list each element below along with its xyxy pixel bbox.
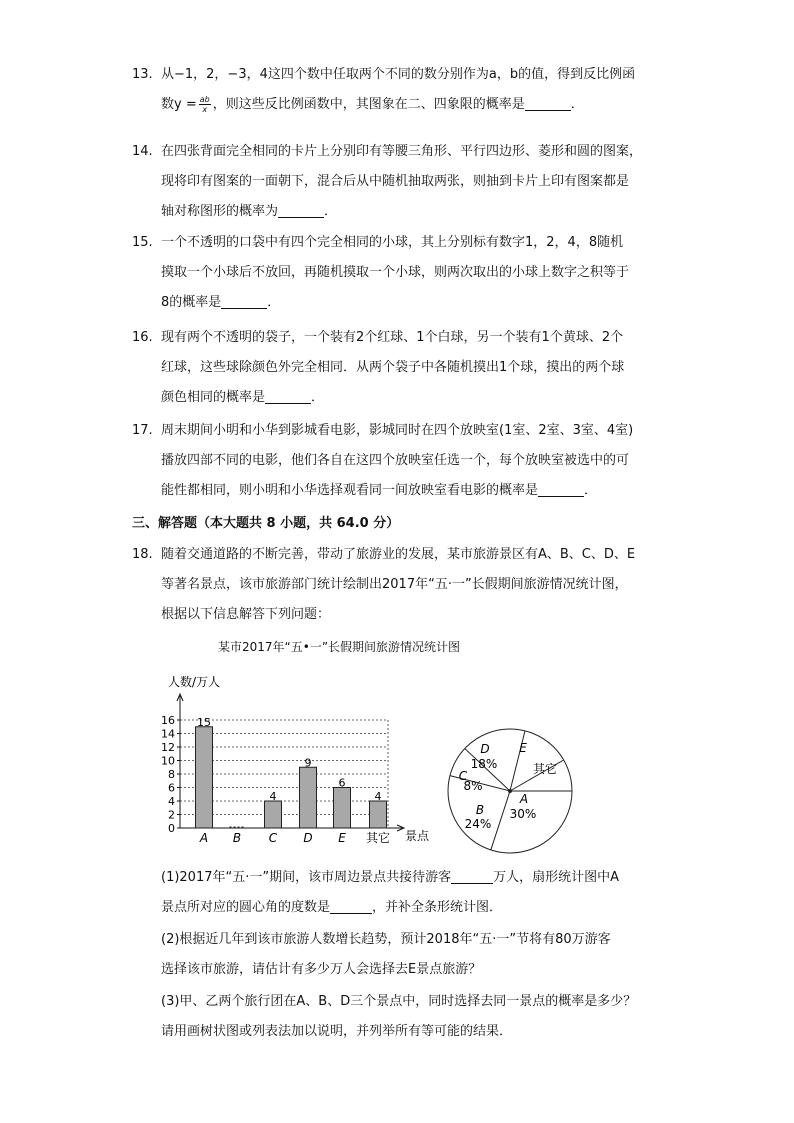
question-number: 16. [132, 330, 153, 345]
question-text: 8的概率是 [161, 295, 222, 310]
x-tick-label: E [338, 831, 346, 845]
question-14 [132, 137, 672, 227]
formula-prefix: 数y = [161, 97, 197, 112]
bar-其它 [370, 801, 387, 828]
sub-question-line [161, 893, 681, 923]
bar-value-label: 15 [197, 715, 211, 729]
question-text-line: 现有两个不透明的袋子，一个装有2个红球、1个白球，另一个装有1个黄球、2个 [161, 330, 624, 345]
y-tick-label: 0 [168, 822, 175, 835]
answer-blank[interactable] [451, 869, 493, 884]
question-text-line: 摸取一个小球后不放回，再随机摸取一个小球，则两次取出的小球上数字之积等于 [161, 265, 630, 280]
fraction-numerator: ab [199, 95, 210, 104]
sub-question-line: 请用画树状图或列表法加以说明，并列举所有等可能的结果． [161, 1024, 513, 1039]
bar-chart [150, 668, 440, 858]
question-number: 13. [132, 67, 153, 82]
question-16 [132, 323, 672, 413]
sub-question-text: ，并补全条形统计图． [372, 900, 503, 915]
question-text-line: 周末期间小明和小华到影城看电影，影城同时在四个放映室(1室、2室、3室、4室) [161, 423, 634, 438]
fraction-denominator: x [202, 105, 208, 114]
sub-question-2 [161, 925, 681, 985]
question-end: ． [584, 483, 598, 498]
question-text-line: 现将印有图案的一面朝下，混合后从中随机抽取两张，则抽到卡片上印有图案都是 [161, 174, 630, 189]
question-text-line: 等著名景点，该市旅游部门统计绘制出2017年“五·一”长假期间旅游情况统计图， [161, 577, 628, 592]
answer-blank[interactable] [330, 899, 372, 914]
answer-blank[interactable] [525, 96, 571, 111]
answer-blank[interactable] [265, 389, 311, 404]
sub-question-3 [161, 987, 681, 1047]
pie-slice-label-E: E [519, 741, 527, 755]
bar-value-label: 9 [304, 756, 312, 770]
x-tick-label: B [232, 831, 242, 845]
bar-D [300, 767, 317, 828]
question-number: 15. [132, 235, 153, 250]
bar-value-label: 6 [338, 776, 346, 790]
bar-C [265, 801, 282, 828]
section-header: 三、解答题（本大题共 8 小题，共 64.0 分） [132, 516, 400, 531]
pie-slice-label-C: C [458, 769, 468, 783]
sub-question-line: 选择该市旅游，请估计有多少万人会选择去E景点旅游？ [161, 962, 482, 977]
pie-chart [445, 728, 575, 858]
question-number: 18. [132, 547, 153, 562]
pie-slice-label-D: D [480, 742, 490, 756]
pie-slice-label-其它: 其它 [532, 762, 558, 776]
question-text-line: 播放四部不同的电影，他们各自在这四个放映室任选一个，每个放映室被选中的可 [161, 453, 630, 468]
question-text-line: 随着交通道路的不断完善，带动了旅游业的发展，某市旅游景区有A、B、C、D、E [161, 547, 636, 562]
sub-question-line [161, 863, 681, 893]
x-tick-label: C [268, 831, 278, 845]
question-18 [132, 540, 672, 630]
pie-center [508, 789, 512, 793]
sub-question-line: (3)甲、乙两个旅行团在A、B、D三个景点中，同时选择去同一景点的概率是多少？ [161, 994, 637, 1009]
chart-title: 某市2017年“五•一”长假期间旅游情况统计图 [218, 640, 461, 654]
question-text-line: 从−1，2，−3，4这四个数中任取两个不同的数分别作为a，b的值，得到反比例函 [161, 67, 636, 82]
question-text: 轴对称图形的概率为 [161, 204, 279, 219]
question-text-line: 在四张背面完全相同的卡片上分别印有等腰三角形、平行四边形、菱形和圆的图案， [161, 144, 643, 159]
y-tick-label: 14 [161, 727, 175, 741]
question-text: ，则这些反比例函数中，其图象在二、四象限的概率是 [212, 97, 525, 112]
question-text-line [161, 288, 672, 318]
question-13 [132, 60, 672, 120]
sub-question-text: 景点所对应的圆心角的度数是 [161, 900, 331, 915]
y-tick-label: 6 [168, 781, 175, 795]
y-tick-label: 12 [161, 741, 175, 754]
x-tick-label: D [303, 831, 313, 845]
sub-question-text: (1)2017年“五·一”期间，该市周边景点共接待游客 [161, 870, 452, 885]
question-text: 颜色相同的概率是 [161, 390, 266, 405]
bar-value-label: 4 [374, 790, 382, 803]
x-tick-label: 其它 [365, 831, 391, 845]
question-text-line [161, 197, 672, 227]
bar-E [334, 788, 351, 829]
question-17 [132, 416, 672, 506]
pie-slice-label-A: A [519, 792, 529, 806]
question-end: ． [324, 204, 338, 219]
question-text-line [161, 476, 672, 506]
y-axis-label: 人数/万人 [168, 675, 221, 689]
question-text: 能性都相同，则小明和小华选择观看同一间放映室看电影的概率是 [161, 483, 539, 498]
x-axis-label: 景点 [405, 829, 430, 843]
question-number: 14. [132, 144, 153, 159]
pie-slice-percent-B: 24% [464, 817, 492, 831]
pie-slice-percent-C: 8% [463, 779, 483, 793]
y-tick-label: 2 [168, 808, 175, 822]
pie-slice-label-B: B [475, 803, 485, 817]
fraction [199, 95, 211, 114]
bar-value-label: 4 [269, 790, 277, 803]
sub-question-text: 万人，扇形统计图中A [493, 870, 620, 885]
question-text-line: 红球，这些球除颜色外完全相同．从两个袋子中各随机摸出1个球，摸出的两个球 [161, 360, 625, 375]
question-15 [132, 228, 672, 318]
question-end: ． [570, 97, 584, 112]
question-text-line: 一个不透明的口袋中有四个完全相同的小球，其上分别标有数字1，2，4，8随机 [161, 235, 624, 250]
sub-question-1 [161, 863, 681, 923]
sub-question-line: (2)根据近几年到该市旅游人数增长趋势，预计2018年“五·一”节将有80万游客 [161, 932, 611, 947]
pie-slice-percent-D: 18% [470, 757, 498, 771]
question-number: 17. [132, 423, 153, 438]
y-tick-label: 16 [161, 714, 175, 727]
y-tick-label: 10 [161, 754, 175, 768]
question-end: ． [311, 390, 325, 405]
y-tick-label: 4 [168, 795, 175, 808]
x-tick-label: A [199, 831, 209, 845]
answer-blank[interactable] [538, 482, 584, 497]
question-end: ． [267, 295, 281, 310]
answer-blank[interactable] [221, 294, 267, 309]
question-text-line [161, 383, 672, 413]
pie-slice-percent-A: 30% [509, 807, 537, 821]
bar-A [196, 727, 213, 828]
answer-blank[interactable] [278, 203, 324, 218]
y-tick-label: 8 [168, 768, 175, 781]
question-text-line: 根据以下信息解答下列问题： [161, 607, 331, 622]
question-text-line [161, 90, 672, 120]
